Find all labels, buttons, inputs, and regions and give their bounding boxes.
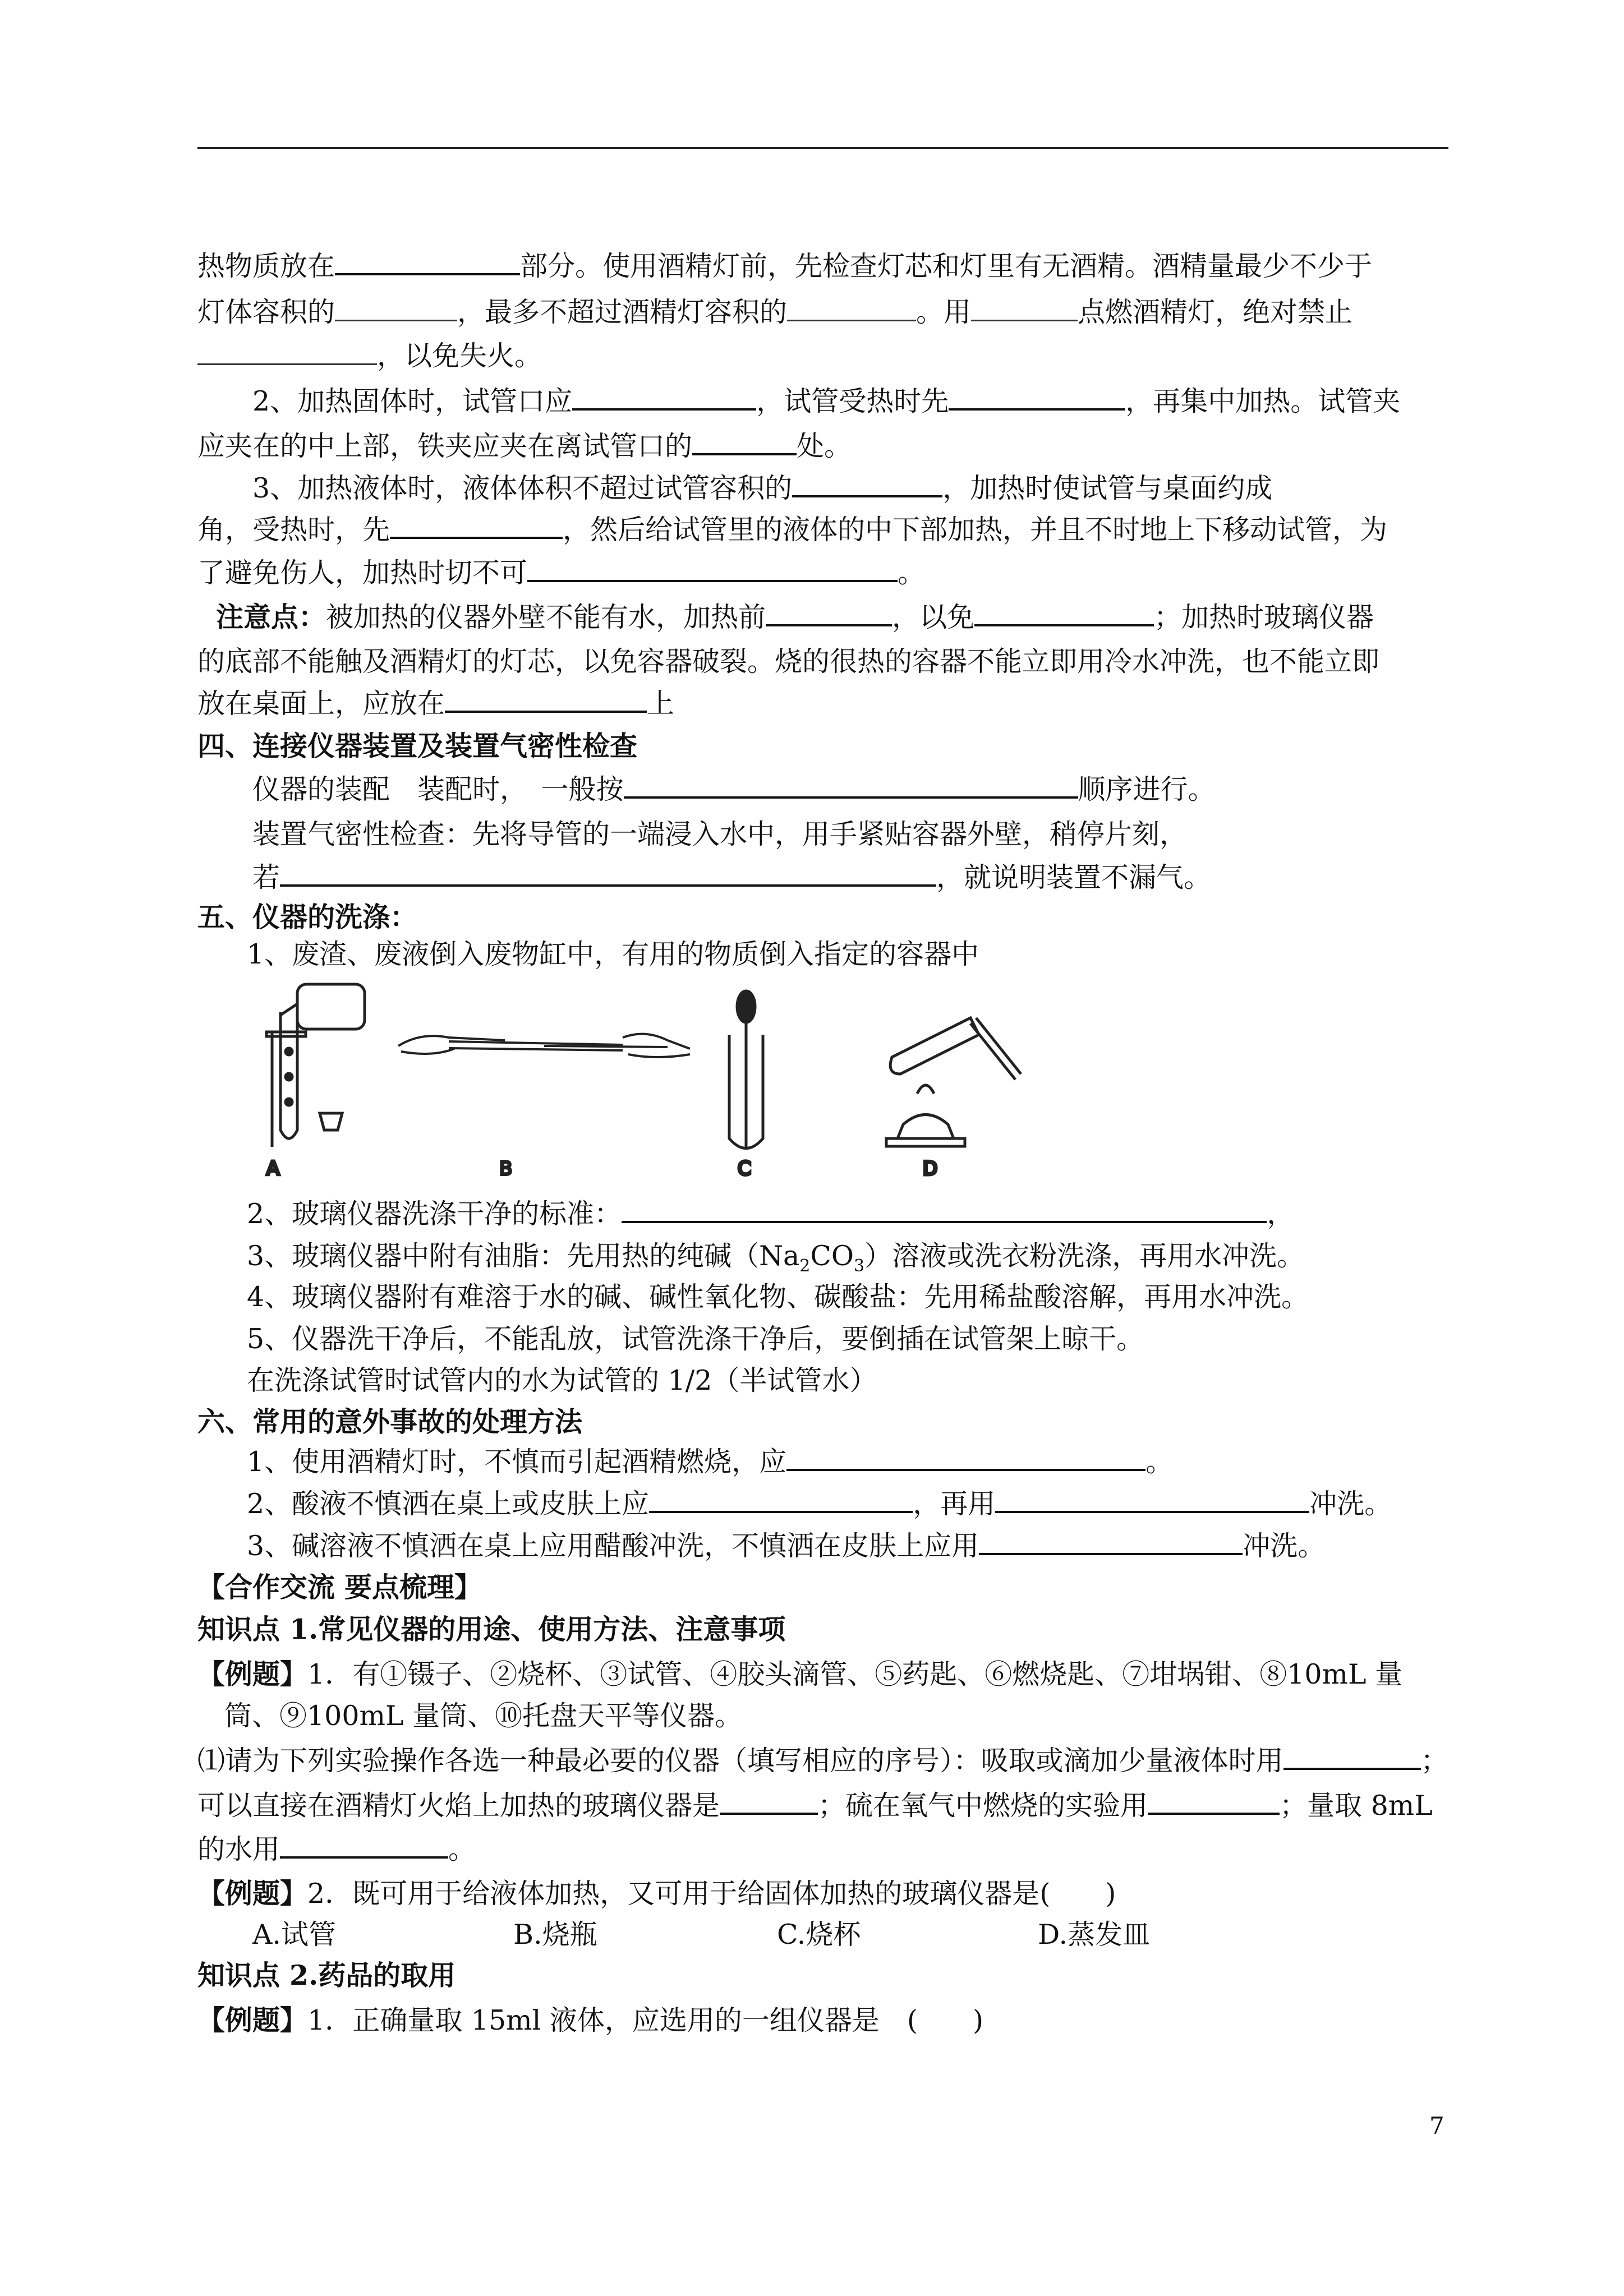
text: 的水用 [197,1833,280,1865]
text-line [247,1529,1325,1563]
text: 2、玻璃仪器洗涤干净的标准： [247,1198,622,1230]
text-line [252,818,1187,851]
text: ； [1420,1745,1448,1777]
text: ）溶液或洗衣粉洗涤，再用水冲洗。 [864,1240,1305,1272]
section-heading: 五、仪器的洗涤： [197,901,418,933]
washing-figure [264,979,1060,1192]
blank[interactable] [786,1445,1145,1471]
blank[interactable] [622,1197,1267,1223]
blank[interactable] [197,340,377,365]
section-heading: 【合作交流 要点梳理】 [197,1571,482,1603]
blank[interactable] [527,556,898,582]
text-line: 筒、⑨100mL 量筒、⑩托盘天平等仪器。 [224,1700,743,1732]
blank[interactable] [949,385,1125,411]
text-line [216,600,1374,634]
text: 上 [647,688,675,720]
text: 1、废渣、废液倒入废物缸中，有用的物质倒入指定的容器中 [247,938,979,970]
text-line [197,687,674,721]
text: 2、加热固体时，试管口应 [252,385,573,417]
text: 点燃酒精灯，绝对禁止 [1078,296,1353,328]
text-line: 5、仪器洗干净后，不能乱放，试管洗涤干净后，要倒插在试管架上晾干。 [247,1323,1144,1355]
text: 冲洗。 [1309,1488,1392,1520]
option-d[interactable]: D.蒸发皿 [1038,1919,1151,1951]
text-line [247,1487,1392,1521]
text: 热物质放在 [197,250,335,282]
text: ；硫在氧气中燃烧的实验用 [818,1790,1148,1822]
text: 灯体容积的 [197,296,335,328]
option-c[interactable]: C.烧杯 [777,1919,861,1951]
text: ，以免失火。 [377,340,542,372]
blank[interactable] [720,1789,818,1815]
figure-b-brush-tube [398,1034,690,1180]
text-line: 4、玻璃仪器附有难溶于水的碱、碱性氧化物、碳酸盐：先用稀盐酸溶解，再用水冲洗。 [247,1281,1309,1313]
section-heading: 六、常用的意外事故的处理方法 [197,1405,583,1438]
text-line: 在洗涤试管时试管内的水为试管的 1/2（半试管水） [247,1364,877,1396]
text: ；量取 8mL [1280,1790,1433,1822]
blank[interactable] [280,861,936,887]
text: 1．有①镊子、②烧杯、③试管、④胶头滴管、⑤药匙、⑥燃烧匙、⑦坩埚钳、⑧10mL 量 [307,1658,1403,1690]
text: 1．正确量取 15ml 液体，应选用的一组仪器是 ( ) [307,2004,984,2036]
text: 2、酸液不慎洒在桌上或皮肤上应 [247,1488,650,1520]
text: 。 [1145,1446,1174,1478]
notice-label: 注意点： [216,601,326,633]
text: 冲洗。 [1243,1530,1326,1562]
text-line [247,1197,1294,1231]
text-line [252,861,1211,895]
blank[interactable] [572,385,756,411]
text-line [197,1833,476,1866]
option-a[interactable]: A.试管 [252,1919,336,1951]
blank[interactable] [335,296,457,321]
text: 顺序进行。 [1078,773,1216,805]
text: ，以免 [892,601,975,633]
text-line [252,472,1272,505]
blank[interactable] [787,296,916,321]
example-label: 【例题】 [197,1877,308,1910]
blank[interactable] [692,430,797,455]
blank[interactable] [390,513,563,539]
text-line [197,296,1352,329]
text-line [197,1877,1116,1910]
text: ，就说明装置不漏气。 [936,861,1212,893]
figure-a-pour-into-tube [266,984,365,1180]
section-heading: 知识点 1.常见仪器的用途、使用方法、注意事项 [197,1613,786,1645]
text: 的底部不能触及酒精灯的灯芯，以免容器破裂。烧的很热的容器不能立即用冷水冲洗，也不能立即 [197,646,1380,677]
blank[interactable] [280,1833,448,1859]
example-label: 【例题】 [197,1658,308,1690]
figure-label-b: B [499,1158,513,1180]
text-line [197,513,1387,547]
blank[interactable] [335,250,520,275]
subscript: 2 [799,1256,811,1276]
blank[interactable] [979,1529,1243,1555]
blank[interactable] [995,1487,1309,1513]
text: 部分。使用酒精灯前，先检查灯芯和灯里有无酒精。酒精量最少不少于 [520,250,1373,282]
text: ⑴请为下列实验操作各选一种最必要的仪器（填写相应的序号）：吸取或滴加少量液体时用 [197,1745,1283,1777]
text-line [247,938,979,971]
text: 放在桌面上，应放在 [197,688,445,720]
example-label: 【例题】 [197,2004,308,2036]
text-line [252,385,1400,418]
text: ，最多不超过酒精灯容积的 [457,296,788,328]
text: 2．既可用于给液体加热，又可用于给固体加热的玻璃仪器是( ) [307,1878,1116,1910]
figure-c-dropper-tube [729,991,763,1180]
text: 仪器的装配 装配时， 一般按 [252,773,624,805]
header-rule [197,147,1448,149]
blank[interactable] [971,296,1078,321]
text: ，然后给试管里的液体的中下部加热，并且不时地上下移动试管，为 [563,514,1388,546]
text: 3、玻璃仪器中附有油脂：先用热的纯碱（Na [247,1240,800,1272]
blank[interactable] [792,472,942,497]
section-heading: 知识点 2.药品的取用 [197,1959,456,1991]
section-heading: 四、连接仪器装置及装置气密性检查 [197,730,638,762]
text: 角，受热时，先 [197,514,390,546]
text-line [197,430,852,463]
text: 。 [448,1833,476,1865]
blank[interactable] [974,601,1154,626]
text: ，再用 [913,1488,996,1520]
text: 可以直接在酒精灯火焰上加热的玻璃仪器是 [197,1790,720,1822]
blank[interactable] [624,773,1078,799]
figure-label-c: C [738,1158,751,1180]
page-number: 7 [1429,2112,1444,2140]
text: 处。 [797,430,852,462]
text: 。 [898,557,926,589]
text: 。用 [916,296,972,328]
text: ， [1267,1198,1295,1230]
blank[interactable] [649,1487,913,1513]
figure-label-d: D [923,1158,938,1180]
text: ；加热时玻璃仪器 [1154,601,1374,633]
blank[interactable] [1148,1789,1280,1815]
blank[interactable] [445,687,647,713]
text-line [197,339,542,373]
figure-label-a: A [266,1158,280,1180]
blank[interactable] [766,601,892,626]
text-line [197,556,925,590]
text: CO [810,1240,854,1272]
text-line [197,645,1379,679]
subscript: 3 [854,1256,865,1276]
text: ，加热时使试管与桌面约成 [942,472,1273,504]
blank[interactable] [1283,1744,1421,1770]
text-line [247,1239,1305,1276]
washing-figure-svg [264,979,1060,1192]
text: 1、使用酒精灯时，不慎而引起酒精燃烧，应 [247,1446,787,1478]
text-line [247,1445,1173,1479]
text: 应夹在的中上部，铁夹应夹在离试管口的 [197,430,693,462]
text: 装置气密性检查：先将导管的一端浸入水中，用手紧贴容器外壁，稍停片刻， [252,818,1188,850]
text: 3、加热液体时，液体体积不超过试管容积的 [252,472,793,504]
text-line [197,2003,983,2037]
text: 3、碱溶液不慎洒在桌上应用醋酸冲洗，不慎洒在皮肤上应用 [247,1530,979,1562]
figure-d-heating-tube [886,1018,1021,1180]
text: 被加热的仪器外壁不能有水，加热前 [326,601,766,633]
text-line [197,250,1372,283]
text-line [197,1657,1402,1691]
option-b[interactable]: B.烧瓶 [513,1919,597,1951]
text: 若 [252,861,280,893]
text-line [197,1744,1448,1778]
text: ，试管受热时先 [756,385,949,417]
text-line [197,1789,1433,1823]
text: ，再集中加热。试管夹 [1125,385,1401,417]
text: 了避免伤人，加热时切不可 [197,557,528,589]
text-line [252,773,1216,806]
